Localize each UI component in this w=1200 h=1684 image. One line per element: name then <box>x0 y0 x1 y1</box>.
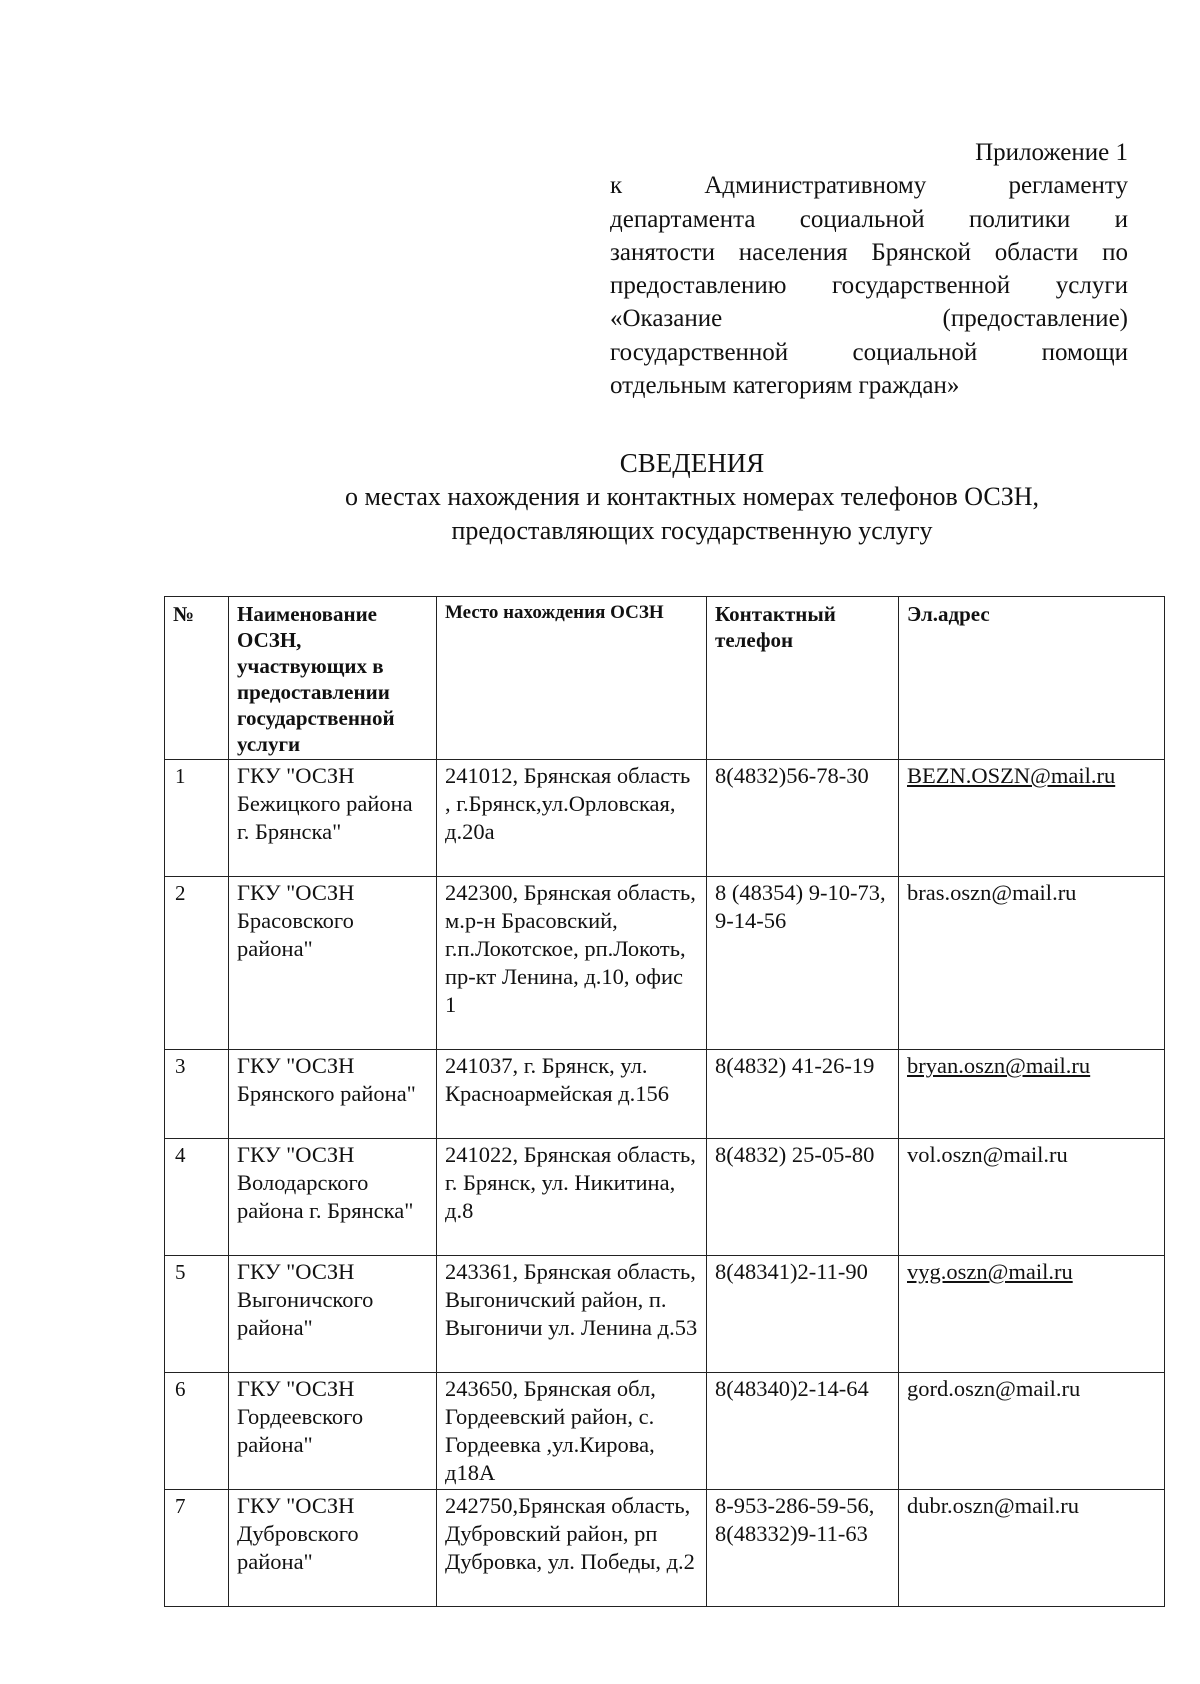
row-num: 3 <box>165 1050 229 1139</box>
appendix-line: «Оказание (предоставление) <box>610 305 1128 333</box>
row-address: 243650, Брянская обл, Гордеевский район, с. Гордеевка ,ул.Кирова, д18А <box>437 1373 707 1490</box>
row-address: 241012, Брянская область , г.Брянск,ул.Орловская, д.20а <box>437 760 707 877</box>
table-row <box>165 760 1165 877</box>
row-email-cell <box>899 1256 1165 1373</box>
table-row <box>165 1256 1165 1373</box>
row-phone: 8(4832) 25-05-80 <box>707 1139 899 1256</box>
row-address: 242300, Брянская область, м.р-н Брасовский, г.п.Локотское, рп.Локоть, пр-кт Ленина, д.10, офис 1 <box>437 877 707 1050</box>
appendix-block <box>610 136 1128 402</box>
header-name: Наименование ОСЗН, участвующих в предоставлении государственной услуги <box>229 597 437 760</box>
row-phone: 8(48340)2-14-64 <box>707 1373 899 1490</box>
row-phone: 8(4832)56-78-30 <box>707 760 899 877</box>
row-num: 4 <box>165 1139 229 1256</box>
row-address: 242750,Брянская область, Дубровский район, рп Дубровка, ул. Победы, д.2 <box>437 1490 707 1607</box>
row-address: 243361, Брянская область, Выгоничский район, п. Выгоничи ул. Ленина д.53 <box>437 1256 707 1373</box>
row-phone: 8(4832) 41-26-19 <box>707 1050 899 1139</box>
table-header-row <box>165 597 1165 760</box>
row-email-link[interactable]: bryan.oszn@mail.ru <box>907 1053 1091 1078</box>
table-row <box>165 877 1165 1050</box>
row-name: ГКУ "ОСЗН Дубровского района" <box>229 1490 437 1607</box>
row-phone: 8-953-286-59-56, 8(48332)9-11-63 <box>707 1490 899 1607</box>
row-num: 7 <box>165 1490 229 1607</box>
row-phone: 8 (48354) 9-10-73, 9-14-56 <box>707 877 899 1050</box>
row-name: ГКУ "ОСЗН Брянского района" <box>229 1050 437 1139</box>
header-num: № <box>165 597 229 760</box>
appendix-line: занятости населения Брянской области по <box>610 238 1128 266</box>
header-phone: Контактный телефон <box>707 597 899 760</box>
row-email-link[interactable]: dubr.oszn@mail.ru <box>907 1493 1079 1518</box>
row-email-cell <box>899 1050 1165 1139</box>
row-email-link[interactable]: vyg.oszn@mail.ru <box>907 1259 1073 1284</box>
document-subtitle-line-2: предоставляющих государственную услугу <box>451 516 933 545</box>
table-row <box>165 1139 1165 1256</box>
row-num: 2 <box>165 877 229 1050</box>
row-email-cell <box>899 760 1165 877</box>
row-email-cell <box>899 1139 1165 1256</box>
row-address: 241037, г. Брянск, ул. Красноармейская д.156 <box>437 1050 707 1139</box>
table-row <box>165 1373 1165 1490</box>
row-email-link[interactable]: vol.oszn@mail.ru <box>907 1142 1068 1167</box>
row-name: ГКУ "ОСЗН Володарского района г. Брянска" <box>229 1139 437 1256</box>
appendix-line: государственной социальной помощи <box>610 338 1128 366</box>
row-address: 241022, Брянская область, г. Брянск, ул. Никитина, д.8 <box>437 1139 707 1256</box>
row-name: ГКУ "ОСЗН Гордеевского района" <box>229 1373 437 1490</box>
appendix-title: Приложение 1 <box>975 139 1128 166</box>
document-subtitle-line-1: о местах нахождения и контактных номерах телефонов ОСЗН, <box>344 482 1040 511</box>
row-num: 1 <box>165 760 229 877</box>
oszn-table <box>164 596 1165 1607</box>
row-email-cell <box>899 1373 1165 1490</box>
row-num: 6 <box>165 1373 229 1490</box>
header-email: Эл.адрес <box>899 597 1165 760</box>
row-email-link[interactable]: gord.oszn@mail.ru <box>907 1376 1081 1401</box>
appendix-line: предоставлению государственной услуги <box>610 272 1128 300</box>
row-email-cell <box>899 1490 1165 1607</box>
row-num: 5 <box>165 1256 229 1373</box>
row-phone: 8(48341)2-11-90 <box>707 1256 899 1373</box>
document-title: СВЕДЕНИЯ <box>619 448 765 478</box>
row-name: ГКУ "ОСЗН Выгоничского района" <box>229 1256 437 1373</box>
row-name: ГКУ "ОСЗН Брасовского района" <box>229 877 437 1050</box>
row-email-link[interactable]: BEZN.OSZN@mail.ru <box>907 763 1116 788</box>
appendix-line: департамента социальной политики и <box>610 205 1128 233</box>
row-email-link[interactable]: bras.oszn@mail.ru <box>907 880 1077 905</box>
appendix-line: отдельным категориям граждан» <box>610 372 960 400</box>
table-row <box>165 1490 1165 1607</box>
table-row <box>165 1050 1165 1139</box>
row-email-cell <box>899 877 1165 1050</box>
row-name: ГКУ "ОСЗН Бежицкого района г. Брянска" <box>229 760 437 877</box>
header-address: Место нахождения ОСЗН <box>437 597 707 760</box>
appendix-line: к Административному регламенту <box>610 172 1128 200</box>
